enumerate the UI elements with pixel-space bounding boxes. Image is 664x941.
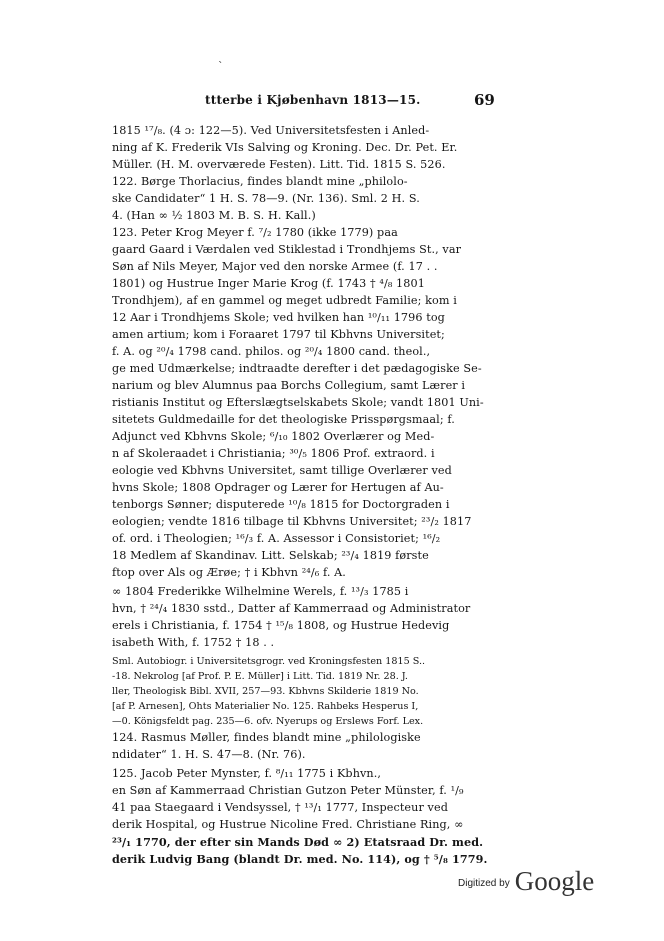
page-number: 69 <box>474 91 495 109</box>
text-line: tenborgs Sønner; disputerede ¹⁰/₈ 1815 for Doctorgraden i <box>112 498 450 511</box>
text-line: Trondhjem), af en gammel og meget udbredt Familie; kom i <box>112 294 457 307</box>
text-line: of. ord. i Theologien; ¹⁶/₃ f. A. Assessor i Consistoriet; ¹⁶/₂ <box>112 532 441 545</box>
text-line: isabeth With, f. 1752 † 18 . . <box>112 636 275 649</box>
text-line: 12 Aar i Trondhjems Skole; ved hvilken han ¹⁰/₁₁ 1796 tog <box>112 311 445 324</box>
text-line: eologie ved Kbhvns Universitet, samt tillige Overlærer ved <box>112 464 452 477</box>
text-line: 123. Peter Krog Meyer f. ⁷/₂ 1780 (ikke 1779) paa <box>112 226 398 239</box>
text-line: Müller. (H. M. overværede Festen). Litt. Tid. 1815 S. 526. <box>112 158 446 171</box>
reference-line: ller, Theologisk Bibl. XVII, 257—93. Kbhvns Skilderie 1819 No. <box>112 686 419 697</box>
running-header: ttterbe i Kjøbenhavn 1813—15. <box>205 93 421 107</box>
text-line: 18 Medlem af Skandinav. Litt. Selskab; ²³/₄ 1819 første <box>112 549 429 562</box>
text-line: 1815 ¹⁷/₈. (4 ɔ: 122—5). Ved Universitetsfesten i Anled- <box>112 124 430 137</box>
digitized-footer <box>458 866 594 897</box>
text-line: 124. Rasmus Møller, findes blandt mine „philologiske <box>112 731 421 744</box>
page-mark: ` <box>218 60 224 73</box>
text-line: 41 paa Staegaard i Vendsyssel, † ¹³/₁ 1777, Inspecteur ved <box>112 801 448 814</box>
text-line: ∞ 1804 Frederikke Wilhelmine Werels, f. ¹³/₃ 1785 i <box>112 585 409 598</box>
text-line: en Søn af Kammerraad Christian Gutzon Peter Münster, f. ¹/₉ <box>112 784 464 797</box>
text-line: ge med Udmærkelse; indtraadte derefter i det pædagogiske Se- <box>112 362 482 375</box>
text-line: derik Ludvig Bang (blandt Dr. med. No. 114), og † ⁵/₈ 1779. <box>112 852 488 866</box>
reference-line: Sml. Autobiogr. i Universitetsgrogr. ved Kroningsfesten 1815 S.. <box>112 656 426 667</box>
text-line: 125. Jacob Peter Mynster, f. ⁸/₁₁ 1775 i Kbhvn., <box>112 767 382 780</box>
google-logo: Google <box>514 866 595 896</box>
text-line: 4. (Han ∞ ½ 1803 M. B. S. H. Kall.) <box>112 209 316 222</box>
text-line: 122. Børge Thorlacius, findes blandt mine „philolo- <box>112 175 408 188</box>
text-line: Søn af Nils Meyer, Major ved den norske Armee (f. 17 . . <box>112 260 438 273</box>
reference-line: —0. Königsfeldt pag. 235—6. ofv. Nyerups og Erslews Forf. Lex. <box>112 716 424 727</box>
text-line: gaard Gaard i Værdalen ved Stiklestad i Trondhjems St., var <box>112 243 462 256</box>
text-line: sitetets Guldmedaille for det theologiske Prisspørgsmaal; f. <box>112 413 455 426</box>
text-line: hvn, † ²⁴/₄ 1830 sstd., Datter af Kammerraad og Administrator <box>112 602 471 615</box>
text-line: 1801) og Hustrue Inger Marie Krog (f. 1743 † ⁴/₈ 1801 <box>112 277 425 290</box>
text-line: f. A. og ²⁰/₄ 1798 cand. philos. og ²⁰/₄ 1800 cand. theol., <box>112 345 431 358</box>
text-line: erels i Christiania, f. 1754 † ¹⁵/₈ 1808, og Hustrue Hedevig <box>112 619 450 632</box>
text-line: Adjunct ved Kbhvns Skole; ⁶/₁₀ 1802 Overlærer og Med- <box>112 430 435 443</box>
text-line: eologien; vendte 1816 tilbage til Kbhvns Universitet; ²³/₂ 1817 <box>112 515 472 528</box>
text-line: amen artium; kom i Foraaret 1797 til Kbhvns Universitet; <box>112 328 445 341</box>
reference-line: -18. Nekrolog [af Prof. P. E. Müller] i Litt. Tid. 1819 Nr. 28. J. <box>112 671 408 682</box>
text-line: ning af K. Frederik VIs Salving og Kroning. Dec. Dr. Pet. Er. <box>112 141 458 154</box>
text-line: ske Candidater“ 1 H. S. 78—9. (Nr. 136). Sml. 2 H. S. <box>112 192 420 205</box>
text-line: ftop over Als og Ærøe; † i Kbhvn ²⁴/₆ f. A. <box>112 566 346 579</box>
text-line: hvns Skole; 1808 Opdrager og Lærer for Hertugen af Au- <box>112 481 444 494</box>
digitized-by-label: Digitized by <box>458 878 510 889</box>
text-line: n af Skoleraadet i Christiania; ³⁰/₅ 1806 Prof. extraord. i <box>112 447 435 460</box>
text-line: ndidater“ 1. H. S. 47—8. (Nr. 76). <box>112 748 306 761</box>
text-line: narium og blev Alumnus paa Borchs Collegium, samt Lærer i <box>112 379 466 392</box>
text-line: derik Hospital, og Hustrue Nicoline Fred. Christiane Ring, ∞ <box>112 818 464 831</box>
text-line: ²³/₁ 1770, der efter sin Mands Død ∞ 2) Etatsraad Dr. med. <box>112 835 484 849</box>
text-line: ristianis Institut og Efterslægtselskabets Skole; vandt 1801 Uni- <box>112 396 484 409</box>
reference-line: [af P. Arnesen], Ohts Materialier No. 125. Rahbeks Hesperus I, <box>112 701 419 712</box>
